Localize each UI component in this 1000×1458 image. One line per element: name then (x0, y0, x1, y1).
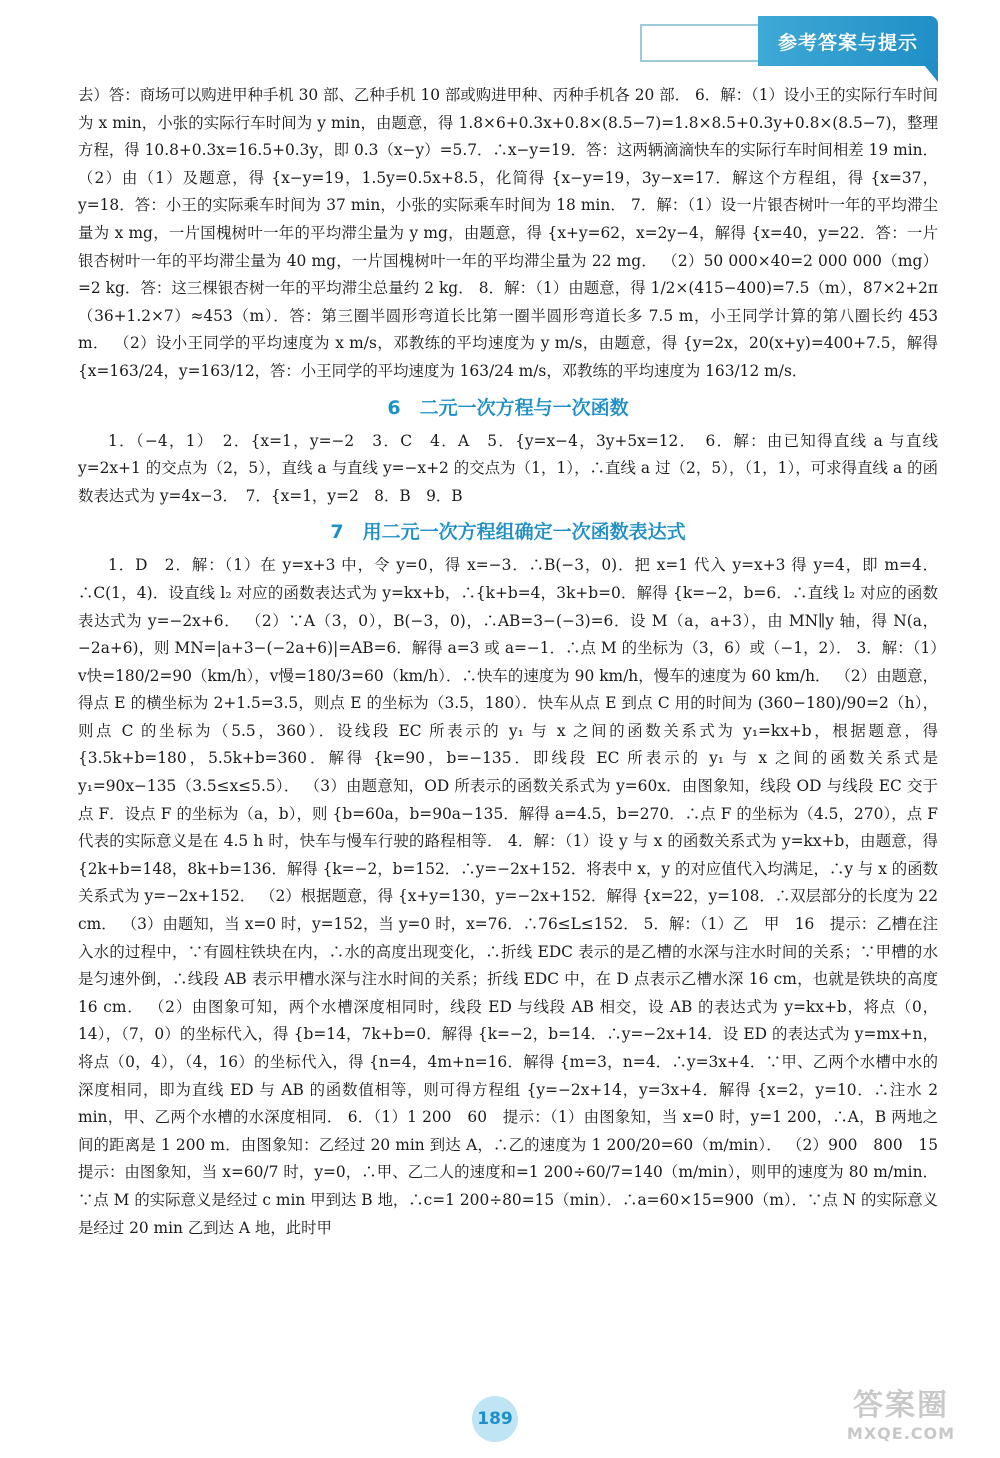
page-number (472, 1396, 518, 1442)
header-blank-box (640, 24, 760, 62)
page-number-text: 189 (477, 1409, 513, 1429)
answer-paragraph-section6: 1．（−4，1） 2．{x=1，y=−2 3．C 4．A 5．{y=x−4，3y+5x=12． 6．解：由已知得直线 a 与直线 y=2x+1 的交点为（2，5），直线 a 与直线 y=−x+2 的交点为（1，1），∴直线 a 过（2，5），（1，1），可求得直线 a 的函数表达式为 y=4x−3． 7．{x=1，y=2 8．B 9．B (78, 431, 938, 505)
section-title-6: 6 二元一次方程与一次函数 (387, 396, 629, 419)
header-corner-decoration (920, 60, 938, 82)
answer-content (78, 82, 954, 1242)
watermark-logo-text: 答案圈 (853, 1388, 949, 1423)
answer-paragraph-section7: 1．D 2．解：（1）在 y=x+3 中，令 y=0，得 x=−3．∴B(−3，0)．把 x=1 代入 y=x+3 得 y=4，即 m=4．∴C(1，4)．设直线 l₂ 对应的函数表达式为 y=kx+b，∴{k+b=4，3k+b=0．解得 {k=−2，b=6．∴直线 l₂ 对应的函数表达式为 y=−2x+6． （2）∵A（3，0），B(−3，0)，∴AB=3−(−3)=6．设 M（a，a+3），由 MN∥y 轴，得 N(a，−2a+6)，则 MN=|a+3−(−2a+6)|=AB=6．解得 a=3 或 a=−1．∴点 M 的坐标为（3，6）或（−1，2）． 3．解：（1）v快=180/2=90（km/h），v慢=180/3=60（km/h）．∴快车的速度为 90 km/h，慢车的速度为 60 km/h． （2）由题意，得点 E 的横坐标为 2+1.5=3.5，则点 E 的坐标为（3.5，180）．快车从点 E 到点 C 用的时间为 (360−180)/90=2（h），则点 C 的坐标为（5.5，360）．设线段 EC 所表示的 y₁ 与 x 之间的函数关系式为 y₁=kx+b，根据题意，得 {3.5k+b=180，5.5k+b=360．解得 {k=90，b=−135．即线段 EC 所表示的 y₁ 与 x 之间的函数关系式是 y₁=90x−135（3.5≤x≤5.5）． （3）由题意知，OD 所表示的函数关系式为 y=60x．由图象知，线段 OD 与线段 EC 交于点 F．设点 F 的坐标为（a，b），则 {b=60a，b=90a−135．解得 a=4.5，b=270．∴点 F 的坐标为（4.5，270），点 F 代表的实际意义是在 4.5 h 时，快车与慢车行驶的路程相等． 4．解：（1）设 y 与 x 的函数关系式为 y=kx+b，由题意，得 {2k+b=148，8k+b=136．解得 {k=−2，b=152．∴y=−2x+152．将表中 x，y 的对应值代入均满足，∴y 与 x 的函数关系式为 y=−2x+152． （2）根据题意，得 {x+y=130，y=−2x+152．解得 {x=22，y=108．∴双层部分的长度为 22 cm． （3）由题知，当 x=0 时，y=152，当 y=0 时，x=76．∴76≤L≤152． 5．解：（1）乙 甲 16 提示：乙槽在注入水的过程中，∵有圆柱铁块在内，∴水的高度出现变化，∴折线 EDC 表示的是乙槽的水深与注水时间的关系；∵甲槽的水是匀速外倒，∴线段 AB 表示甲槽水深与注水时间的关系；折线 EDC 中，在 D 点表示乙槽水深 16 cm，也就是铁块的高度 16 cm． （2）由图象可知，两个水槽深度相同时，线段 ED 与线段 AB 相交，设 AB 的表达式为 y=kx+b，将点（0，14），（7，0）的坐标代入，得 {b=14，7k+b=0．解得 {k=−2，b=14．∴y=−2x+14．设 ED 的表达式为 y=mx+n，将点（0，4），（4，16）的坐标代入，得 {n=4，4m+n=16．解得 {m=3，n=4．∴y=3x+4．∵甲、乙两个水槽中水的深度相同，即为直线 ED 与 AB 的函数值相等，则可得方程组 {y=−2x+14，y=3x+4．解得 {x=2，y=10．∴注水 2 min，甲、乙两个水槽的水深度相同． 6．（1）1 200 60 提示：（1）由图象知，当 x=0 时，y=1 200，∴A，B 两地之间的距离是 1 200 m．由图象知：乙经过 20 min 到达 A，∴乙的速度为 1 200/20=60（m/min）． （2）900 800 15 提示：由图象知，当 x=60/7 时，y=0，∴甲、乙二人的速度和=1 200÷60/7=140（m/min），则甲的速度为 80 m/min．∵点 M 的实际意义是经过 c min 甲到达 B 地，∴c=1 200÷80=15（min）．∴a=60×15=900（m）．∵点 N 的实际意义是经过 20 min 乙到达 A 地，此时甲 (78, 556, 954, 1237)
site-watermark (826, 1388, 976, 1450)
answer-paragraph-section5: 去）答：商场可以购进甲种手机 30 部、乙种手机 10 部或购进甲种、丙种手机各 20 部． 6．解：（1）设小王的实际行车时间为 x min，小张的实际行车时间为 y min，由题意，得 1.8×6+0.3x+0.8×(8.5−7)=1.8×8.5+0.3y+0.8×(8.5−7)，整理方程，得 10.8+0.3x=16.5+0.3y，即 0.3（x−y）=5.7．∴x−y=19．答：这两辆滴滴快车的实际行车时间相差 19 min． （2）由（1）及题意，得 {x−y=19，1.5y=0.5x+8.5，化简得 {x−y=19，3y−x=17．解这个方程组，得 {x=37，y=18．答：小王的实际乘车时间为 37 min，小张的实际乘车时间为 18 min． 7．解：（1）设一片银杏树叶一年的平均滞尘量为 x mg，一片国槐树叶一年的平均滞尘量为 y mg，由题意，得 {x+y=62，x=2y−4，解得 {x=40，y=22．答：一片银杏树叶一年的平均滞尘量为 40 mg，一片国槐树叶一年的平均滞尘量为 22 mg． （2）50 000×40=2 000 000（mg）=2 kg．答：这三棵银杏树一年的平均滞尘总量约 2 kg． 8．解：（1）由题意，得 1/2×(415−400)=7.5（m），87×2+2π（36+1.2×7）≈453（m）．答：第三圈半圆形弯道长比第一圈半圆形弯道长多 7.5 m，小王同学计算的第八圈长约 453 m． （2）设小王同学的平均速度为 x m/s，邓教练的平均速度为 y m/s，由题意，得 {y=2x，20(x+y)=400+7.5，解得 {x=163/24，y=163/12，答：小王同学的平均速度为 163/24 m/s，邓教练的平均速度为 163/12 m/s． (78, 86, 938, 380)
header-label: 参考答案与提示 (777, 31, 918, 54)
section-title-7: 7 用二元一次方程组确定一次函数表达式 (330, 521, 686, 544)
watermark-url: MXQE.COM (846, 1424, 956, 1443)
header-band (758, 16, 938, 66)
